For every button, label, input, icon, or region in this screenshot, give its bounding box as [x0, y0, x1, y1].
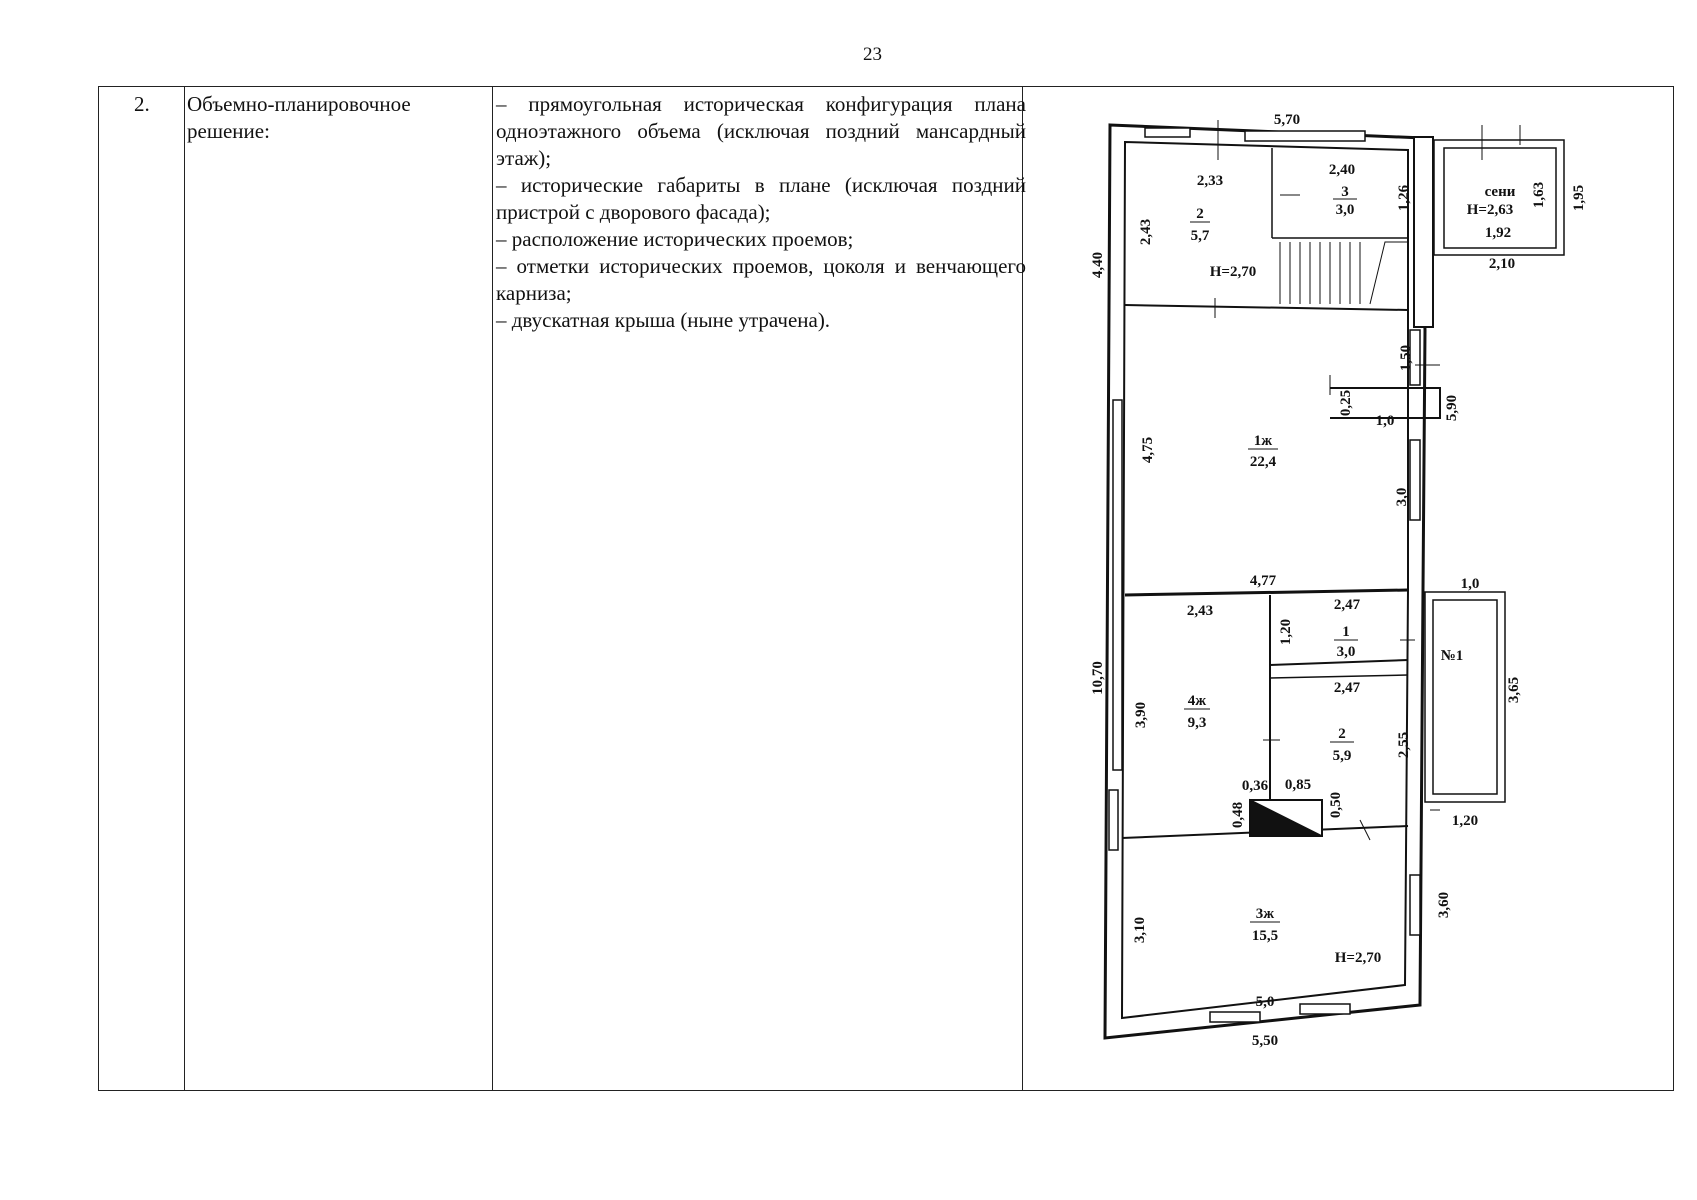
dim-label: 1,20: [1278, 618, 1294, 646]
dim-label: 3,60: [1436, 891, 1452, 919]
dim-label: 3,90: [1133, 701, 1149, 729]
dim-label: 2,47: [1333, 680, 1361, 696]
dim-label: 5,70: [1273, 112, 1301, 128]
col-divider: [184, 87, 185, 1090]
dim-label: 4,75: [1140, 436, 1156, 464]
dim-label: 2,40: [1328, 162, 1356, 178]
dim-label: 3,10: [1132, 916, 1148, 944]
row-description: [496, 91, 1026, 334]
floor-plan: [1025, 95, 1625, 1075]
dim-label: 3,0: [1394, 487, 1410, 507]
room-number: 3: [1341, 184, 1349, 200]
dim-label: 1,0: [1460, 576, 1480, 592]
room-number: 2: [1196, 206, 1204, 222]
dim-label: 0,25: [1338, 389, 1354, 417]
dim-label: 2,33: [1196, 173, 1224, 189]
dim-label: 1,63: [1531, 181, 1547, 209]
row-title: Объемно-планировочное решение:: [187, 92, 411, 143]
dim-label: 5,0: [1255, 994, 1275, 1010]
dim-label: Н=2,70: [1209, 264, 1257, 280]
dim-label: 4,40: [1090, 251, 1106, 279]
dim-label: 0,50: [1328, 791, 1344, 819]
dim-label: 1,0: [1375, 413, 1395, 429]
dim-label: 2,43: [1186, 603, 1214, 619]
room-area: 5,7: [1190, 228, 1210, 244]
dim-label: 1,92: [1484, 225, 1512, 241]
dim-label: 10,70: [1090, 661, 1106, 695]
dim-label: Н=2,70: [1334, 950, 1382, 966]
row-number: 2.: [134, 92, 150, 116]
room-area: 3,0: [1336, 644, 1356, 660]
list-item: – исторические габариты в плане (исключая поздний пристрой с дворового фасада);: [496, 173, 1026, 224]
dim-label: 2,47: [1333, 597, 1361, 613]
dim-label: сени: [1484, 184, 1516, 200]
dim-label: 2,10: [1488, 256, 1516, 272]
dim-label: 5,90: [1444, 394, 1460, 422]
dim-label: 2,55: [1396, 731, 1412, 759]
room-area: 22,4: [1249, 454, 1277, 470]
room-area: 15,5: [1251, 928, 1279, 944]
room-area: 9,3: [1187, 715, 1207, 731]
room-number: 2: [1338, 726, 1346, 742]
col-divider: [492, 87, 493, 1090]
list-item: – отметки исторических проемов, цоколя и венчающего карниза;: [496, 254, 1026, 305]
dim-label: 0,85: [1284, 777, 1312, 793]
dim-label: 1,50: [1398, 344, 1414, 372]
room-number: 1: [1342, 624, 1350, 640]
list-item: – двускатная крыша (ныне утрачена).: [496, 308, 831, 332]
room-number: 1ж: [1253, 433, 1273, 449]
room-area: 3,0: [1335, 202, 1355, 218]
dim-label: 1,95: [1571, 184, 1587, 212]
room-area: 5,9: [1332, 748, 1352, 764]
dim-label: 0,36: [1241, 778, 1269, 794]
dim-label: 5,50: [1251, 1033, 1279, 1049]
dim-label: 3,65: [1506, 676, 1522, 704]
room-number: 4ж: [1187, 693, 1207, 709]
list-item: – прямоугольная историческая конфигурация плана одноэтажного объема (исключая поздний мансардный этаж);: [496, 92, 1026, 170]
dim-label: 4,77: [1249, 573, 1277, 589]
page-number: 23: [863, 44, 882, 65]
dim-label: 1,20: [1451, 813, 1479, 829]
dim-label: №1: [1440, 648, 1464, 664]
list-item: – расположение исторических проемов;: [496, 227, 854, 251]
dim-label: 1,26: [1396, 184, 1412, 212]
dim-label: Н=2,63: [1466, 202, 1514, 218]
dim-label: 0,48: [1230, 801, 1246, 829]
dim-label: 2,43: [1138, 218, 1154, 246]
room-number: 3ж: [1255, 906, 1275, 922]
